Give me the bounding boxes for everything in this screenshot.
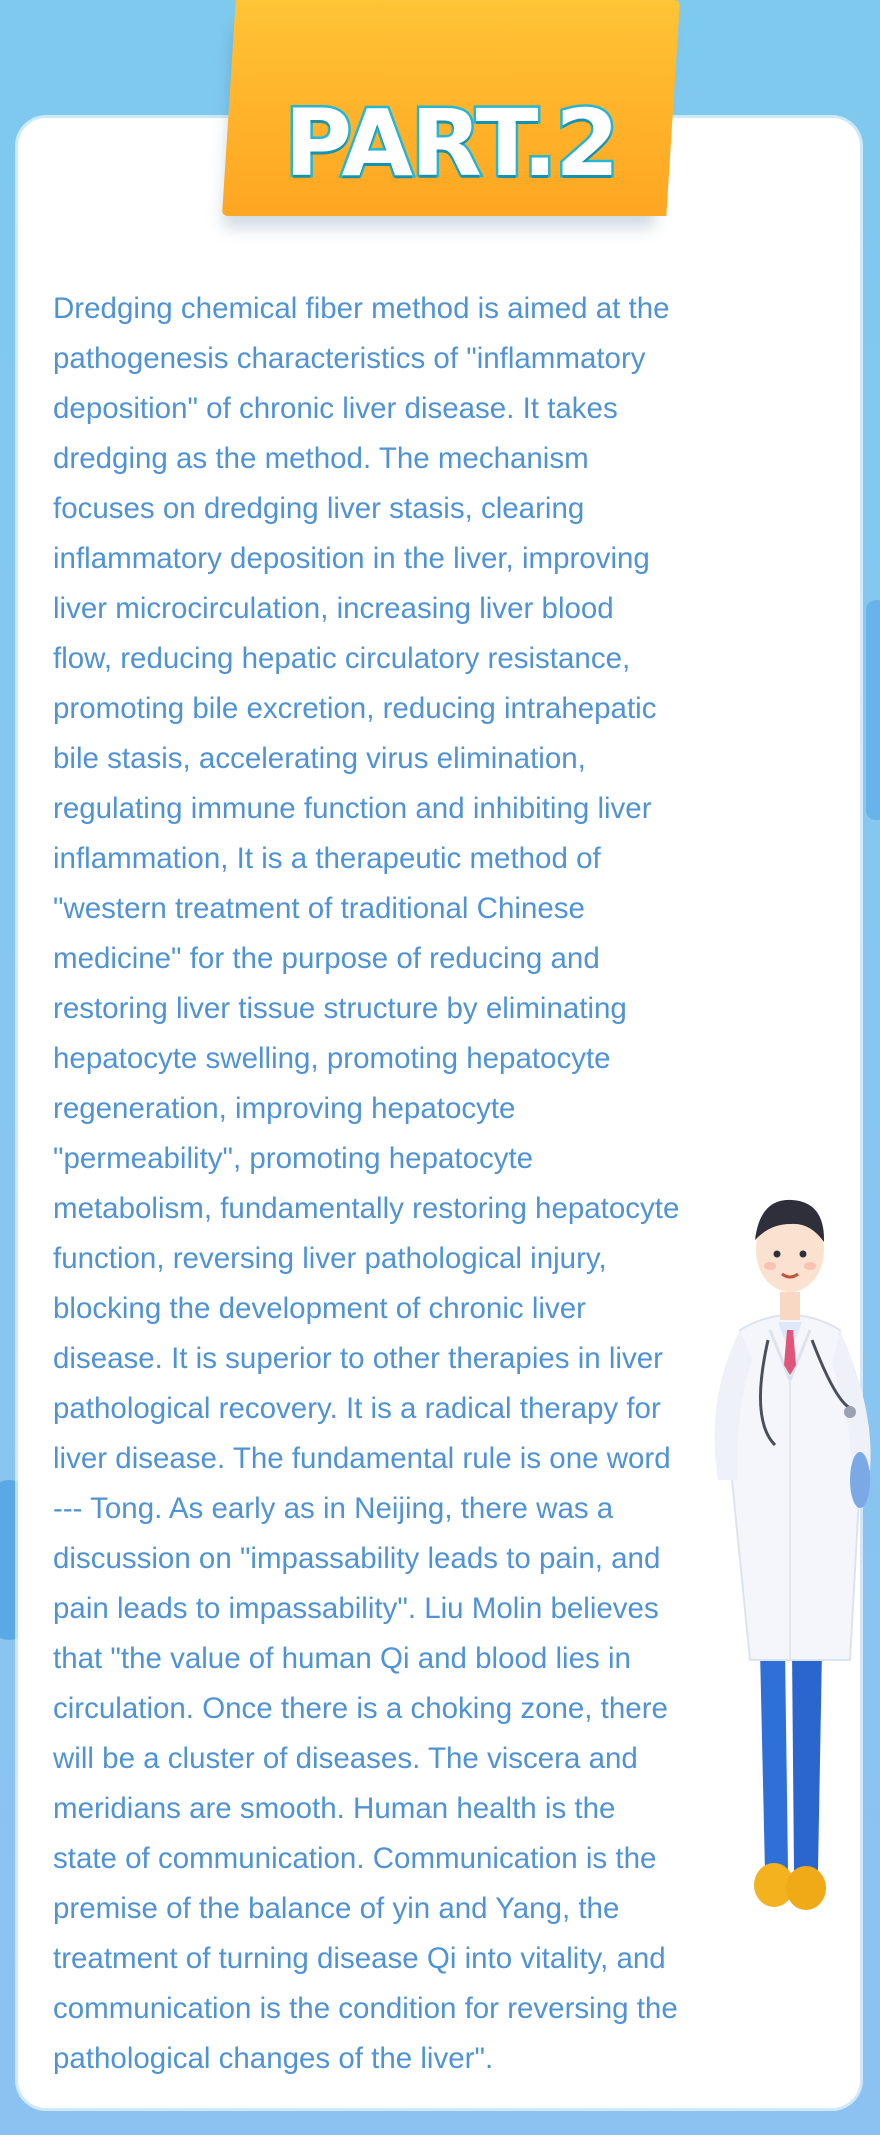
article-body: Dredging chemical fiber method is aimed at the pathogenesis characteristics of "inflammatory deposition" of chronic liver disease. It takes dredging as the method. The mechanism focuses on dredging liver stasis, clearing inflammatory deposition in the liver, improving liver microcirculation, increasing liver blood flow, reducing hepatic circulatory resistance, promoting bile excretion, reducing intrahepatic bile stasis, accelerating virus elimination, regulating immune function and inhibiting liver inflammation, It is a therapeutic method of "western treatment of traditional Chinese medicine" for the purpose of reducing and restoring liver tissue structure by eliminating hepatocyte swelling, promoting hepatocyte regeneration, improving hepatocyte "permeability", promoting hepatocyte metabolism, fundamentally restoring hepatocyte function, reversing liver pathological injury, blocking the development of chronic liver disease. It is superior to other therapies in liver pathological recovery. It is a radical therapy for liver disease. The fundamental rule is one word --- Tong. As early as in Neijing, there was a discussion on "impassability leads to pain, and pain leads to impassability". Liu Molin believes that "the value of human Qi and blood lies in circulation. Once there is a choking zone, there will be a cluster of diseases. The viscera and meridians are smooth. Human health is the state of communication. Communication is the premise of the balance of yin and Yang, the treatment of turning disease Qi into vitality, and communication is the condition for reversing the pathological changes of the liver". xyxy=(53,292,680,2075)
doctor-illustration xyxy=(710,1180,880,1930)
right-decorative-tab xyxy=(866,600,880,820)
part-title: PART.2 xyxy=(284,90,618,197)
